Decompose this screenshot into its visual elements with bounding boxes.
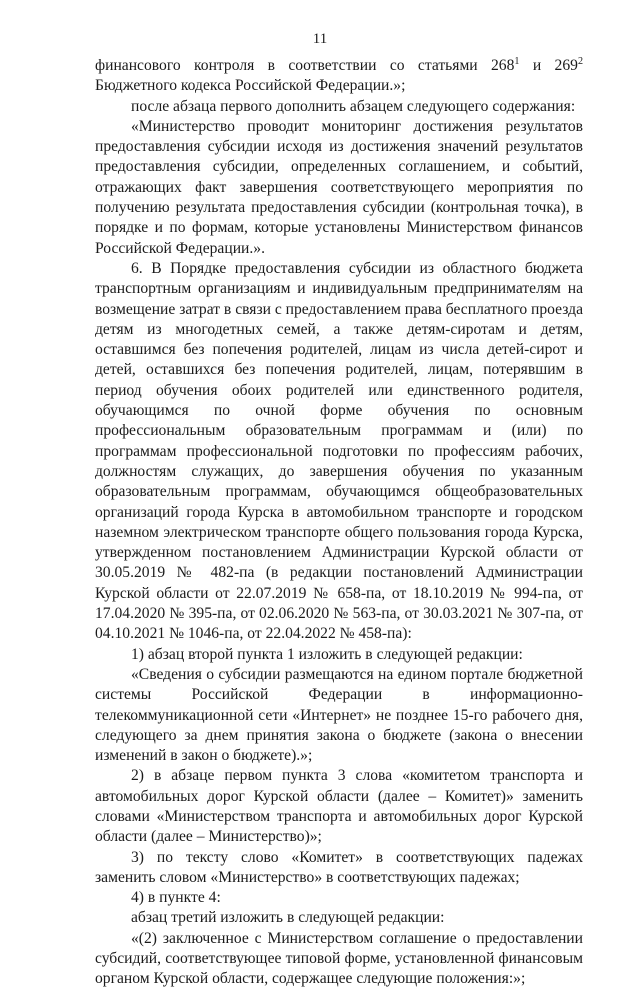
- paragraph-subitem-1: 1) абзац второй пункта 1 изложить в следующей редакции:: [131, 645, 523, 663]
- paragraph-monitoring-quote: «Министерство проводит мониторинг достижения результатов предоставления субсидии исходя из достижения значений результатов предоставления субсидии, определенных соглашением, и событий, отражающих факт завершения соответствующего мероприятия по получению результата предоставления субсидии (контрольная точка), в порядке и по формам, которые установлены Министерством финансов Российской Федерации.».: [95, 117, 583, 257]
- paragraph-subitem-2: 2) в абзаце первом пункта 3 слова «комитетом транспорта и автомобильных дорог Курской области (далее – Комитет)» заменить словами «Министерством транспорта и автомобильных дорог Курской области (далее – Министерство)»;: [95, 767, 583, 846]
- paragraph-third-abzac: абзац третий изложить в следующей редакции:: [131, 909, 445, 927]
- paragraph-subitem-4: 4) в пункте 4:: [131, 889, 221, 907]
- paragraph-subitem-3: 3) по тексту слово «Комитет» в соответствующих падежах заменить словом «Министерство» в соответствующих падежах;: [95, 848, 583, 886]
- paragraph-0-part-c: Бюджетного кодекса Российской Федерации.»;: [95, 77, 406, 95]
- paragraph-0-part-b: и 269: [519, 57, 578, 74]
- document-body: [95, 56, 583, 990]
- paragraph-item-6: 6. В Порядке предоставления субсидии из областного бюджета транспортным организациям и индивидуальным предпринимателям на возмещение затрат в связи с предоставлением права бесплатного проезда детям из многодетных семей, а также детям-сиротам и детям, оставшимся без попечения родителей, лицам из числа детей-сирот и детей, оставшихся без попечения родителей, лицам, потерявшим в период обучения обоих родителей или единственного родителя, обучающимся по очной форме обучения по основным профессиональным образовательным программам и (или) по программам профессиональной подготовки по профессиям рабочих, должностям служащих, до завершения обучения по указанным образовательным программам, обучающимся общеобразовательных организаций города Курска в автомобильном транспорте и городском наземном электрическом транспорте общего пользования города Курска, утвержденном постановлением Администрации Курской области от 30.05.2019 № 482-па (в редакции постановлений Администрации Курской области от 22.07.2019 № 658-па, от 18.10.2019 № 994-па, от 17.04.2020 № 395-па, от 02.06.2020 № 563-па, от 30.03.2021 № 307-па, от 04.10.2021 № 1046-па, от 22.04.2022 № 458-па):: [95, 259, 584, 643]
- page-number: 11: [312, 31, 328, 47]
- paragraph-agreement-quote: «(2) заключенное с Министерством соглашение о предоставлении субсидий, соответствующее типовой форме, установленной финансовым органом Курской области, содержащее следующие положения:»;: [95, 929, 583, 988]
- paragraph-0: [95, 56, 583, 97]
- superscript-2: 2: [577, 55, 583, 67]
- superscript-1: 1: [514, 55, 520, 67]
- paragraph-insert-instruction: после абзаца первого дополнить абзацем следующего содержания:: [131, 97, 576, 115]
- paragraph-subsidy-info-quote: «Сведения о субсидии размещаются на едином портале бюджетной системы Российской Федерации в информационно-телекоммуникационной сети «Интернет» не позднее 15-го рабочего дня, следующего за днем принятия закона о бюджете (закона о внесении изменений в закон о бюджете).»;: [95, 665, 583, 765]
- paragraph-0-part-a: финансового контроля в соответствии со статьями 268: [95, 57, 515, 74]
